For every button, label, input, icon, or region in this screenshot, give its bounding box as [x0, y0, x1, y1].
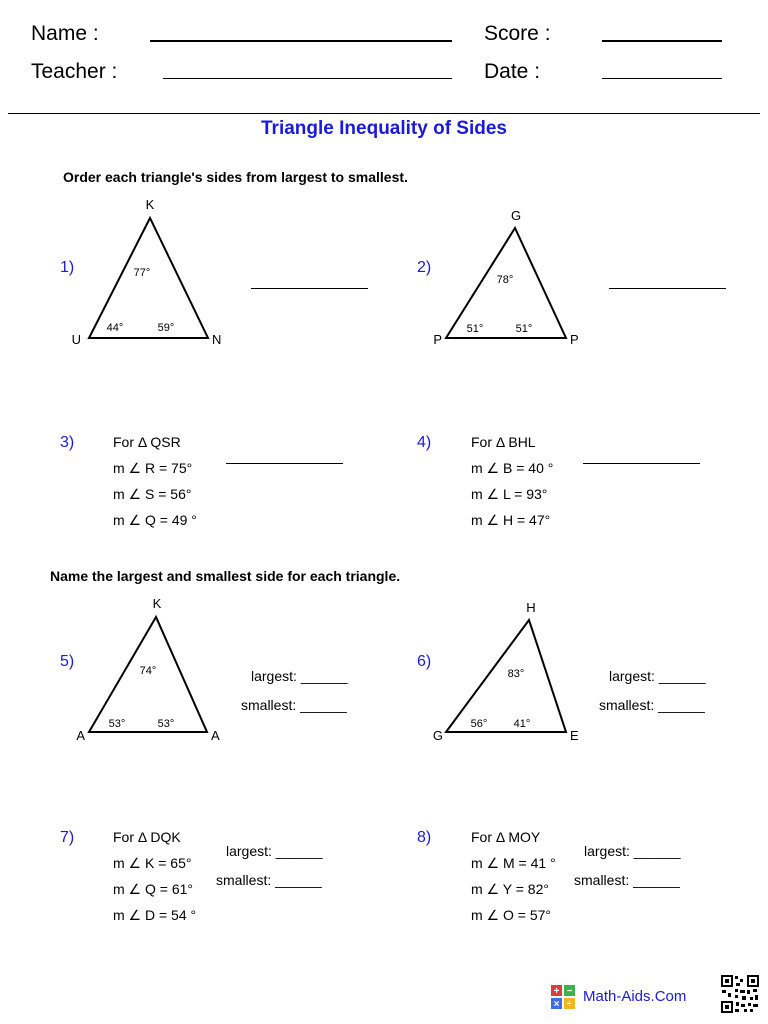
angle-right-label: 59° — [157, 322, 175, 334]
brand-link[interactable]: Math-Aids.Com — [583, 988, 687, 1005]
problem-5-number: 5) — [60, 653, 75, 670]
qr-code-icon — [720, 974, 760, 1014]
vertex-top-label: K — [145, 197, 155, 212]
problem-8-for: For Δ MOY — [471, 829, 541, 845]
problem-4-angle-3: m ∠ H = 47° — [471, 512, 551, 528]
problem-8-angle-3: m ∠ O = 57° — [471, 907, 552, 923]
problem-7-angle-1: m ∠ K = 65° — [113, 855, 192, 871]
problem-7-angle-3: m ∠ D = 54 ° — [113, 907, 197, 923]
svg-text:+: + — [553, 986, 560, 997]
problem-8-smallest[interactable]: smallest: ______ — [574, 872, 680, 888]
problem-8-angle-1: m ∠ M = 41 ° — [471, 855, 556, 871]
problem-1-number: 1) — [60, 259, 75, 276]
svg-text:×: × — [553, 999, 560, 1009]
angle-top-label: 83° — [507, 668, 525, 680]
problem-8-largest[interactable]: largest: ______ — [584, 843, 681, 859]
vertex-right-label: P — [570, 332, 579, 347]
vertex-top-label: G — [510, 208, 522, 223]
problem-4-angle-2: m ∠ L = 93° — [471, 486, 548, 502]
vertex-top-label: K — [152, 596, 162, 611]
date-label: Date : — [484, 60, 541, 83]
problem-7-largest[interactable]: largest: ______ — [226, 843, 323, 859]
problem-7-angle-2: m ∠ Q = 61° — [113, 881, 194, 897]
problem-7-number: 7) — [60, 829, 75, 846]
angle-top-label: 74° — [139, 665, 157, 677]
angle-left-label: 53° — [108, 718, 126, 730]
problem-8-angle-2: m ∠ Y = 82° — [471, 881, 549, 897]
angle-right-label: 51° — [515, 323, 533, 335]
problem-3-angle-3: m ∠ Q = 49 ° — [113, 512, 197, 528]
vertex-right-label: N — [212, 332, 222, 347]
problem-6-number: 6) — [417, 653, 432, 670]
problem-3-for: For Δ QSR — [113, 434, 181, 450]
calculator-icon — [551, 985, 575, 1009]
vertex-left-label: A — [76, 728, 85, 743]
problem-8-number: 8) — [417, 829, 432, 846]
problem-5-largest[interactable]: largest: ______ — [251, 668, 348, 684]
problem-7-for: For Δ DQK — [113, 829, 181, 845]
section2-instruction: Name the largest and smallest side for each triangle. — [50, 568, 401, 584]
svg-text:÷: ÷ — [566, 999, 573, 1009]
problem-6-largest[interactable]: largest: ______ — [609, 668, 706, 684]
angle-right-label: 53° — [157, 718, 175, 730]
score-label: Score : — [484, 22, 551, 45]
problem-3-angle-1: m ∠ R = 75° — [113, 460, 193, 476]
angle-left-label: 56° — [470, 718, 488, 730]
vertex-right-label: A — [211, 728, 220, 743]
vertex-right-label: E — [570, 728, 579, 743]
vertex-top-label: H — [526, 600, 536, 615]
triangle-hge — [446, 620, 566, 732]
problem-5-smallest[interactable]: smallest: ______ — [241, 697, 347, 713]
section1-instruction: Order each triangle's sides from largest to smallest. — [63, 169, 408, 185]
problem-2-number: 2) — [417, 259, 432, 276]
problem-4-angle-1: m ∠ B = 40 ° — [471, 460, 554, 476]
name-label: Name : — [31, 22, 99, 45]
angle-top-label: 77° — [133, 267, 151, 279]
vertex-left-label: P — [433, 332, 442, 347]
problem-6-smallest[interactable]: smallest: ______ — [599, 697, 705, 713]
problem-7-smallest[interactable]: smallest: ______ — [216, 872, 322, 888]
angle-left-label: 51° — [466, 323, 484, 335]
angle-top-label: 78° — [496, 274, 514, 286]
angle-left-label: 44° — [106, 322, 124, 334]
problem-4-for: For Δ BHL — [471, 434, 536, 450]
problem-4-number: 4) — [417, 434, 432, 451]
vertex-left-label: U — [71, 332, 81, 347]
problem-3-number: 3) — [60, 434, 75, 451]
angle-right-label: 41° — [513, 718, 531, 730]
svg-text:−: − — [566, 986, 573, 997]
worksheet-title: Triangle Inequality of Sides — [261, 118, 507, 139]
teacher-label: Teacher : — [31, 60, 118, 83]
vertex-left-label: G — [432, 728, 443, 743]
problem-3-angle-2: m ∠ S = 56° — [113, 486, 192, 502]
